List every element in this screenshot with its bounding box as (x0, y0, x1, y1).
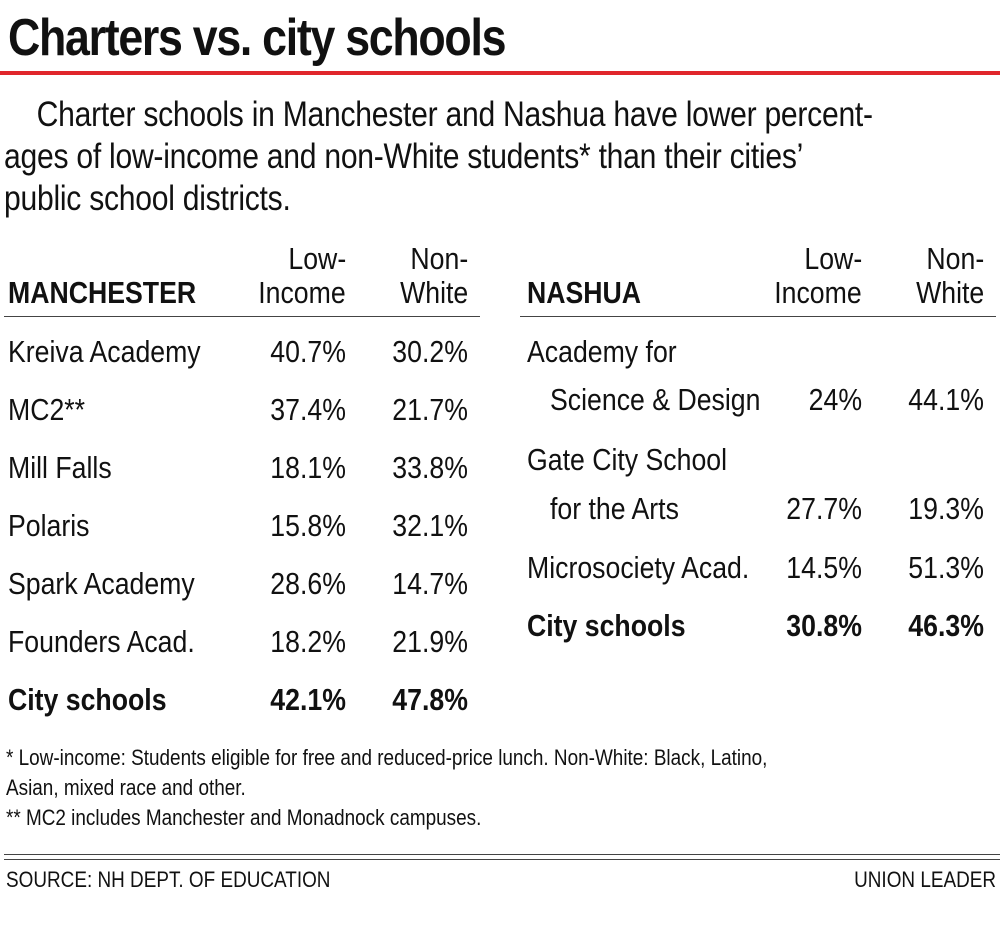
nashua-row-school-line2: for the Arts (550, 491, 679, 526)
nashua-header-label: NASHUA (527, 275, 642, 310)
manchester-row-non-white: 14.7% (392, 566, 468, 601)
nashua-header-low-income-line1: Low- (804, 241, 862, 276)
manchester-row-school: Spark Academy (8, 566, 195, 601)
nashua-row-school-line1: Academy for (527, 334, 677, 369)
footnote-line: * Low-income: Students eligible for free and reduced-price lunch. Non-White: Black, Latino, (6, 745, 768, 770)
graphic-title: Charters vs. city schools (8, 9, 506, 67)
manchester-row-school: Mill Falls (8, 450, 112, 485)
nashua-header-rule (520, 316, 996, 317)
nashua-row-low-income: 24% (808, 382, 862, 417)
manchester-row-low-income: 37.4% (270, 392, 346, 427)
manchester-header-low-income-line2: Income (258, 275, 346, 310)
manchester-row-low-income: 18.1% (270, 450, 346, 485)
nashua-row-school-line1: Gate City School (527, 442, 728, 477)
manchester-row-school: Founders Acad. (8, 624, 195, 659)
footnote-line: ** MC2 includes Manchester and Monadnock campuses. (6, 805, 482, 830)
nashua-total-non-white: 46.3% (908, 608, 984, 643)
manchester-row-non-white: 32.1% (392, 508, 468, 543)
intro-line: ages of low-income and non-White students* than their cities’ (4, 137, 804, 176)
intro-line: Charter schools in Manchester and Nashua have lower percent- (36, 95, 873, 134)
manchester-row-non-white: 21.9% (392, 624, 468, 659)
nashua-row-school-line2: Science & Design (550, 382, 761, 417)
publisher-credit: UNION LEADER (854, 867, 996, 892)
manchester-row-school: Kreiva Academy (8, 334, 201, 369)
manchester-total-label: City schools (8, 682, 167, 717)
manchester-row-non-white: 30.2% (392, 334, 468, 369)
title-accent-rule (0, 71, 1000, 75)
intro-paragraph (4, 94, 967, 220)
manchester-total-low-income: 42.1% (270, 682, 346, 717)
manchester-row-low-income: 28.6% (270, 566, 346, 601)
manchester-total-non-white: 47.8% (392, 682, 468, 717)
manchester-header-label: MANCHESTER (8, 275, 197, 310)
nashua-row-non-white: 44.1% (908, 382, 984, 417)
manchester-header-non-white-line1: Non- (410, 241, 468, 276)
nashua-total-label: City schools (527, 608, 686, 643)
manchester-row-low-income: 18.2% (270, 624, 346, 659)
footer-rule (4, 859, 1000, 860)
footnote-line: Asian, mixed race and other. (6, 775, 246, 800)
nashua-total-low-income: 30.8% (786, 608, 862, 643)
nashua-row-low-income: 14.5% (786, 550, 862, 585)
intro-line: public school districts. (4, 179, 291, 218)
nashua-header-non-white-line2: White (915, 275, 984, 310)
nashua-header-low-income-line2: Income (774, 275, 862, 310)
nashua-row-non-white: 19.3% (908, 491, 984, 526)
manchester-row-non-white: 21.7% (392, 392, 468, 427)
nashua-row-school: Microsociety Acad. (527, 550, 750, 585)
manchester-row-low-income: 40.7% (270, 334, 346, 369)
manchester-row-low-income: 15.8% (270, 508, 346, 543)
footer-rule (4, 854, 1000, 855)
manchester-header-low-income-line1: Low- (288, 241, 346, 276)
nashua-row-low-income: 27.7% (786, 491, 862, 526)
manchester-row-non-white: 33.8% (392, 450, 468, 485)
manchester-row-school: MC2** (8, 392, 86, 427)
manchester-header-rule (4, 316, 480, 317)
nashua-row-non-white: 51.3% (908, 550, 984, 585)
manchester-header-non-white-line2: White (399, 275, 468, 310)
manchester-row-school: Polaris (8, 508, 90, 543)
nashua-header-non-white-line1: Non- (926, 241, 984, 276)
source-credit: SOURCE: NH DEPT. OF EDUCATION (6, 867, 331, 892)
